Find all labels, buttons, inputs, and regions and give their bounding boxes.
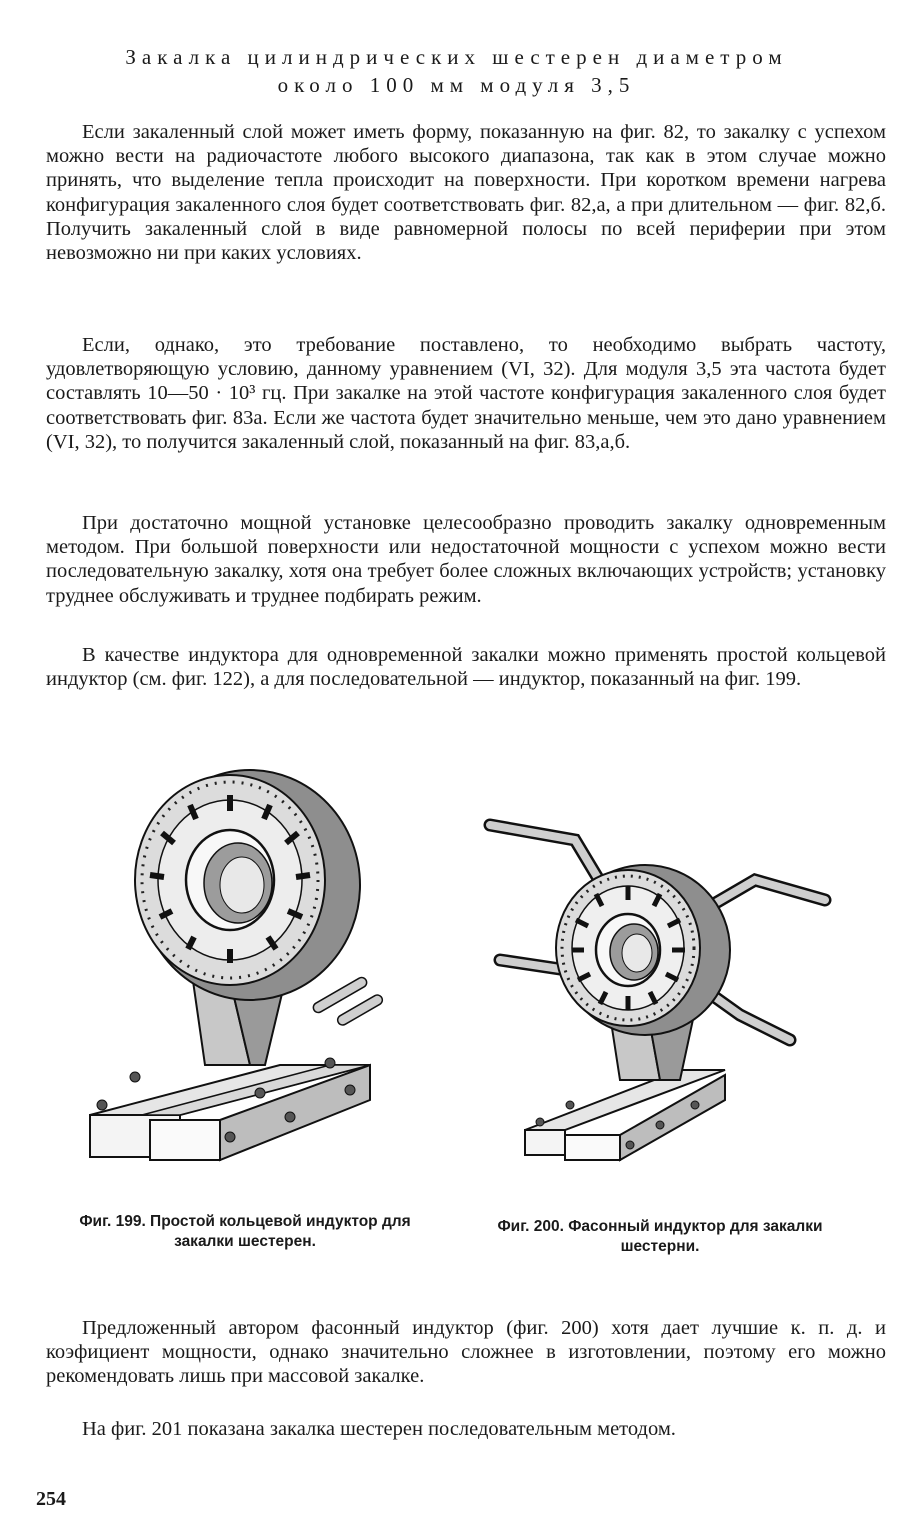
paragraph-6: На фиг. 201 показана закалка шестерен последовательным методом.: [82, 1418, 676, 1440]
section-heading-line-2: около 100 мм модуля 3,5: [277, 73, 636, 97]
figure-199-ring-inductor-illustration: [80, 765, 410, 1175]
paragraph-2: Если, однако, это требование поставлено, то необходимо выбрать частоту, удовлетворяющую условию, данному уравнением (VI, 32). Для модуля 3,5 эта частота будет составлять 10—50 · 10³ гц. При закалке на этой частоте конфигурация закаленного слоя будет соответствовать фиг. 83а. Если же частота будет значительно меньше, чем это дано уравнением (VI, 32), то получится закаленный слой, показанный на фиг. 83,а,б.: [46, 334, 886, 453]
paragraph-1: Если закаленный слой может иметь форму, показанную на фиг. 82, то закалку с успехом можно вести на радиочастоте любого высокого диапазона, так как в этом случае можно принять, что выделение тепла происходит на поверхности. При коротком времени нагрева конфигурация закаленного слоя будет соответствовать фиг. 82,а, а при длительном — фиг. 82,б. Получить закаленный слой в виде равномерной полосы по всей периферии при этом невозможно ни при каких условиях.: [46, 121, 886, 265]
figure-200-shaped-inductor-illustration: [480, 800, 840, 1175]
paragraph-3: При достаточно мощной установке целесообразно проводить закалку одновременным методом. При большой поверхности или недостаточной мощности с успехом можно вести последовательную закалку, хотя она требует более сложных включающих устройств; установку труднее обслуживать и труднее подбирать режим.: [46, 512, 886, 607]
figure-199-caption: Фиг. 199. Простой кольцевой индуктор для закалки шестерен.: [79, 1213, 411, 1250]
paragraph-5: Предложенный автором фасонный индуктор (фиг. 200) хотя дает лучшие к. п. д. и коэфициент мощности, однако значительно сложнее в изготовлении, поэтому его можно рекомендовать лишь при массовой закалке.: [46, 1317, 886, 1388]
page-number: 254: [36, 1488, 66, 1510]
figure-200-caption: Фиг. 200. Фасонный индуктор для закалки шестерни.: [497, 1218, 823, 1255]
paragraph-4: В качестве индуктора для одновременной закалки можно применять простой кольцевой индуктор (см. фиг. 122), а для последовательной — индуктор, показанный на фиг. 199.: [46, 644, 886, 691]
section-heading-line-1: Закалка цилиндрических шестерен диаметром: [125, 45, 788, 69]
